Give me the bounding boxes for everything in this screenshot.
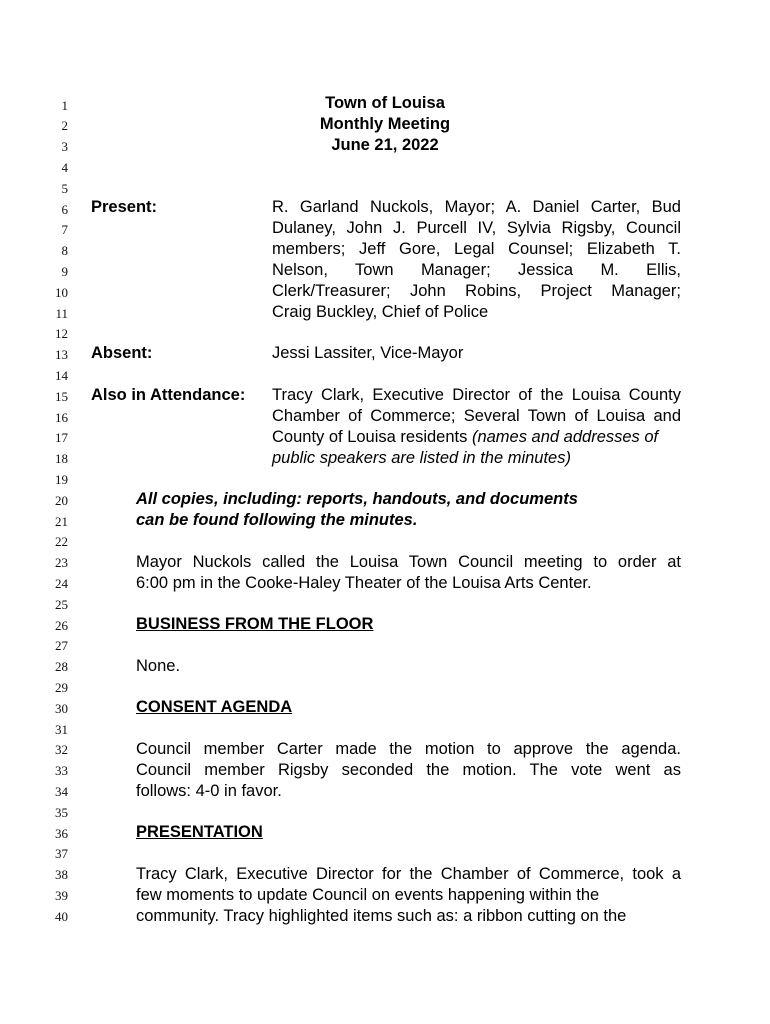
line-number: 6 [61,201,68,217]
present-label: Present: [91,198,158,216]
business-floor-text: None. [136,657,181,675]
present-line-2: Dulaney, John J. Purcell IV, Sylvia Rigsby, Council [272,219,681,237]
line-number: 4 [61,159,68,175]
presentation-line-2: few moments to update Council on events happening within the [136,886,600,904]
line-number: 37 [55,846,68,862]
line-number: 24 [55,575,68,591]
line-number: 17 [55,430,68,446]
business-floor-heading: BUSINESS FROM THE FLOOR [136,615,374,633]
consent-line-2: Council member Rigsby seconded the motion. The vote went as [136,761,681,779]
line-number: 32 [55,742,68,758]
line-number: 14 [55,367,68,383]
line-number: 36 [55,825,68,841]
line-number: 9 [61,263,68,279]
line-number: 2 [61,118,68,134]
line-number: 22 [55,534,68,550]
consent-line-3: follows: 4-0 in favor. [136,782,282,800]
absent-label: Absent: [91,344,153,362]
line-number: 26 [55,617,68,633]
line-number: 35 [55,804,68,820]
also-label: Also in Attendance: [91,386,246,404]
line-number: 13 [55,347,68,363]
line-number: 12 [55,326,68,342]
presentation-line-1: Tracy Clark, Executive Director for the Chamber of Commerce, took a [136,865,681,883]
line-number: 11 [55,305,68,321]
line-number: 18 [55,451,68,467]
line-number: 16 [55,409,68,425]
present-line-1: R. Garland Nuckols, Mayor; A. Daniel Carter, Bud [272,198,681,216]
line-number: 20 [55,492,68,508]
line-number: 28 [55,659,68,675]
absent-value: Jessi Lassiter, Vice-Mayor [272,344,464,362]
also-line-3-text: County of Louisa residents [272,428,472,446]
consent-agenda-heading: CONSENT AGENDA [136,698,293,716]
present-line-3: members; Jeff Gore, Legal Counsel; Elizabeth T. [272,240,681,258]
line-number: 23 [55,555,68,571]
line-number: 3 [61,139,68,155]
meeting-title: Monthly Meeting [319,115,451,133]
also-italic-2: public speakers are listed in the minutes) [272,449,571,467]
line-number: 29 [55,679,68,695]
presentation-heading: PRESENTATION [136,823,263,841]
present-line-4: Nelson, Town Manager; Jessica M. Ellis, [272,261,681,279]
line-number: 7 [61,222,68,238]
line-number: 10 [55,284,68,300]
presentation-line-3: community. Tracy highlighted items such as: a ribbon cutting on the [136,907,627,925]
present-line-5: Clerk/Treasurer; John Robins, Project Manager; [272,282,681,300]
line-number: 40 [55,908,68,924]
also-italic-1: (names and addresses of [471,428,659,446]
call-to-order-line-2: 6:00 pm in the Cooke-Haley Theater of the Louisa Arts Center. [136,574,592,592]
also-line-3 [272,427,681,448]
town-title: Town of Louisa [325,94,445,112]
line-number: 33 [55,763,68,779]
meeting-date: June 21, 2022 [331,136,439,154]
line-number: 39 [55,887,68,903]
also-line-1: Tracy Clark, Executive Director of the Louisa County [272,386,681,404]
call-to-order-line-1: Mayor Nuckols called the Louisa Town Council meeting to order at [136,553,681,571]
line-number: 38 [55,867,68,883]
present-line-6: Craig Buckley, Chief of Police [272,303,489,321]
line-number: 1 [61,97,68,113]
line-number: 8 [61,243,68,259]
line-number: 25 [55,596,68,612]
line-number: 31 [55,721,68,737]
copies-note-line-2: can be found following the minutes. [136,511,418,529]
also-line-2: Chamber of Commerce; Several Town of Louisa and [272,407,681,425]
line-number: 15 [55,388,68,404]
line-number: 21 [55,513,68,529]
line-number: 5 [61,180,68,196]
consent-line-1: Council member Carter made the motion to approve the agenda. [136,740,681,758]
copies-note-line-1: All copies, including: reports, handouts, and documents [136,490,578,508]
line-number: 27 [55,638,68,654]
line-number: 19 [55,471,68,487]
line-number: 30 [55,700,68,716]
line-number: 34 [55,783,68,799]
